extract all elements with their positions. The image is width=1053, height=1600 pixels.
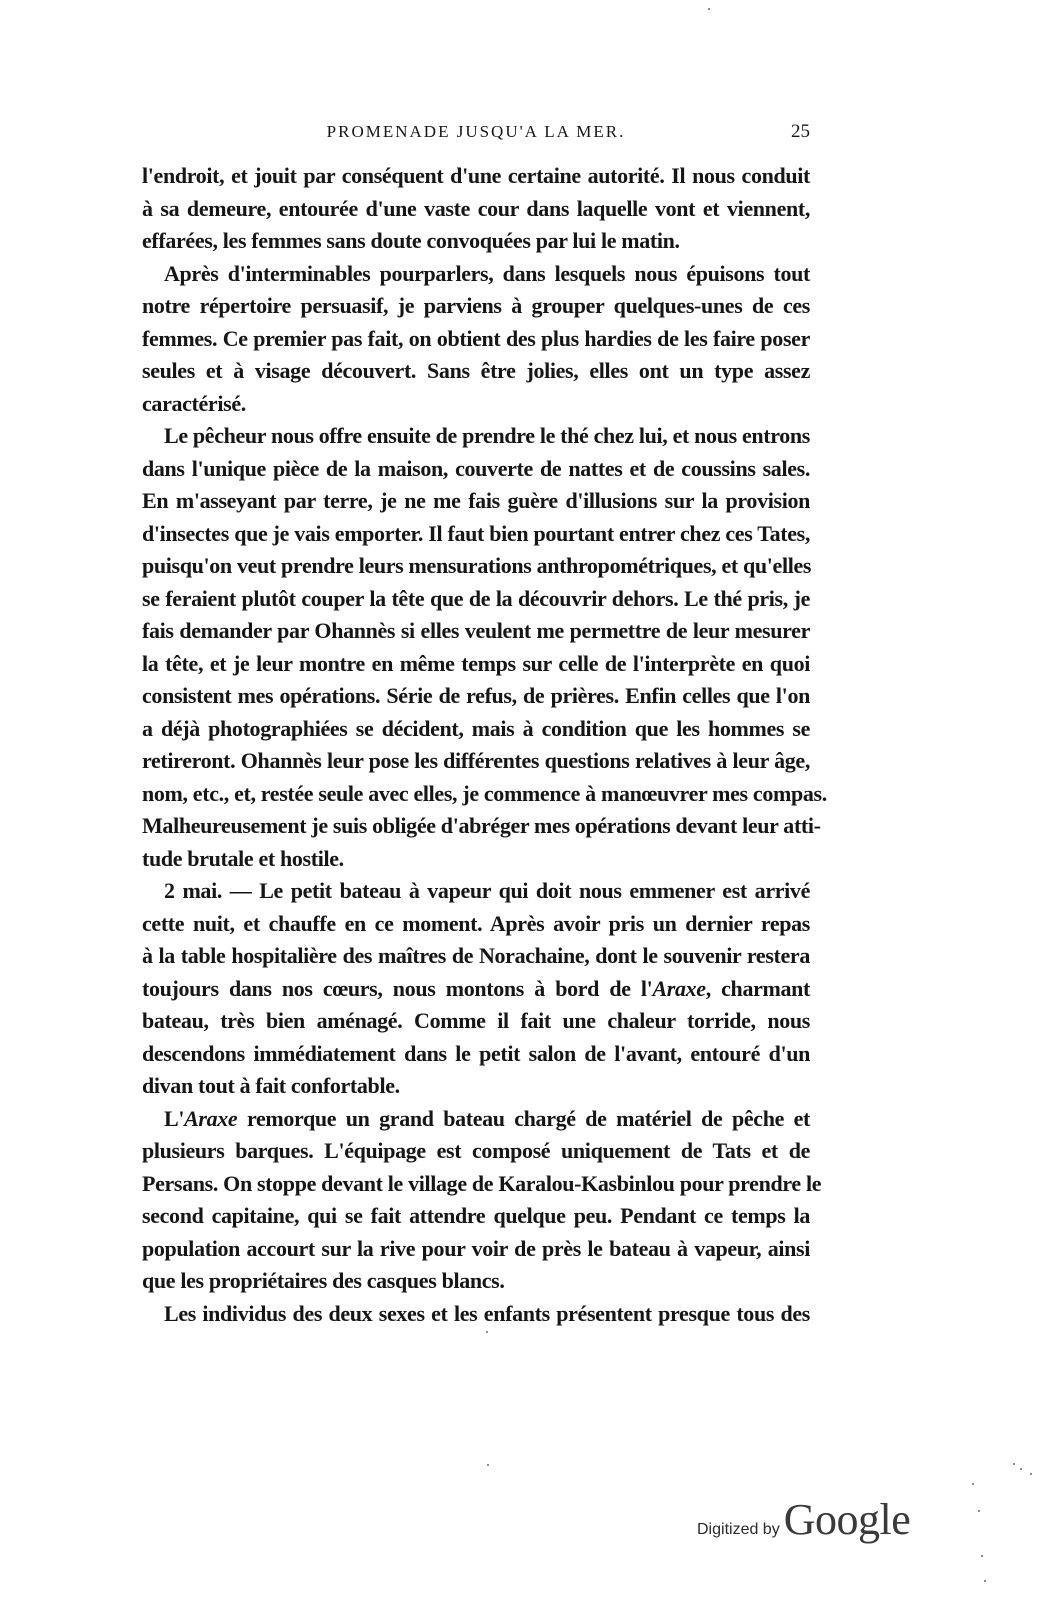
ship-name: Araxe: [184, 1105, 238, 1131]
text-line: bateau, très bien aménagé. Comme il fait une chaleur torride, nous: [142, 1008, 810, 1033]
scan-speck: [1013, 1463, 1015, 1465]
text-line: L'Araxe remorque un grand bateau chargé de matériel de pêche et: [164, 1105, 810, 1131]
text-line: notre répertoire persuasif, je parviens à grouper quelques-unes de ces: [142, 293, 810, 318]
text-line: nom, etc., et, restée seule avec elles, je commence à manœuvrer mes compas.: [142, 780, 827, 806]
text-line: toujours dans nos cœurs, nous montons à bord de l'Araxe, charmant: [142, 975, 810, 1001]
text-line: divan tout à fait confortable.: [142, 1073, 400, 1098]
scan-speck: [972, 1483, 974, 1485]
running-title: PROMENADE JUSQU'A LA MER.: [326, 122, 626, 141]
text-line: plusieurs barques. L'équipage est composé uniquement de Tats et de: [142, 1138, 810, 1163]
text-line: Les individus des deux sexes et les enfants présentent presque tous des: [164, 1300, 810, 1326]
text-line: second capitaine, qui se fait attendre quelque peu. Pendant ce temps la: [142, 1203, 810, 1228]
scan-speck: [487, 1464, 489, 1466]
text-line: descendons immédiatement dans le petit salon de l'avant, entouré d'un: [142, 1040, 810, 1066]
scan-speck: [1030, 1473, 1032, 1475]
scan-speck: [708, 8, 710, 10]
text-line: En m'asseyant par terre, je ne me fais guère d'illusions sur la provision: [142, 488, 810, 513]
scan-speck: [981, 1555, 983, 1557]
text-line: dans l'unique pièce de la maison, couverte de nattes et de coussins sales.: [142, 455, 810, 481]
text-line: caractérisé.: [142, 390, 246, 416]
body-text: [142, 160, 827, 1330]
text-line: que les propriétaires des casques blancs.: [142, 1268, 505, 1293]
text-line: Le pêcheur nous offre ensuite de prendre le thé chez lui, et nous entrons: [164, 423, 810, 448]
text-line: seules et à visage découvert. Sans être jolies, elles ont un type assez: [142, 358, 810, 383]
text-line: retireront. Ohannès leur pose les différentes questions relatives à leur âge,: [142, 748, 810, 773]
text-line: l'endroit, et jouit par conséquent d'une certaine autorité. Il nous conduit: [142, 163, 810, 188]
text-line: consistent mes opérations. Série de refus, de prières. Enfin celles que l'on: [142, 683, 810, 708]
scan-speck: [1020, 1468, 1022, 1470]
text-line: Malheureusement je suis obligée d'abréger mes opérations devant leur atti-: [142, 813, 821, 838]
scan-speck: [978, 1510, 980, 1512]
page-number: 25: [791, 121, 810, 142]
text-line: a déjà photographiées se décident, mais à condition que les hommes se: [142, 715, 810, 741]
text-line: Après d'interminables pourparlers, dans lesquels nous épuisons tout: [164, 260, 810, 286]
ship-name: Araxe: [652, 975, 706, 1001]
text-line: population accourt sur la rive pour voir de près le bateau à vapeur, ainsi: [142, 1235, 810, 1261]
text-line: femmes. Ce premier pas fait, on obtient des plus hardies de les faire poser: [142, 325, 810, 351]
text-line: tude brutale et hostile.: [142, 845, 344, 871]
paragraph: [142, 875, 810, 1103]
digitized-by-watermark: [697, 1494, 910, 1554]
text-line: à sa demeure, entourée d'une vaste cour dans laquelle vont et viennent,: [142, 195, 810, 221]
scan-speck: [486, 1331, 488, 1333]
paragraph: [142, 258, 810, 421]
text-line: cette nuit, et chauffe en ce moment. Après avoir pris un dernier repas: [142, 910, 810, 936]
text-line: se feraient plutôt couper la tête que de la découvrir dehors. Le thé pris, je: [142, 585, 810, 611]
text-line: la tête, et je leur montre en même temps sur celle de l'interprète en quoi: [142, 650, 810, 676]
paragraph: [142, 1103, 822, 1298]
paragraph: [142, 1298, 810, 1331]
text-line: d'insectes que je vais emporter. Il faut bien pourtant entrer chez ces Tates,: [142, 520, 810, 546]
text-line: effarées, les femmes sans doute convoquées par lui le matin.: [142, 228, 680, 253]
google-logo: Google: [783, 1495, 911, 1544]
text-line: fais demander par Ohannès si elles veulent me permettre de leur mesurer: [142, 618, 810, 643]
text-line: à la table hospitalière des maîtres de Norachaine, dont le souvenir restera: [142, 943, 810, 968]
text-line: Persans. On stoppe devant le village de Karalou-Kasbinlou pour prendre le: [142, 1170, 822, 1196]
paragraph: [142, 160, 810, 258]
watermark-prefix: Digitized by: [697, 1521, 780, 1538]
text-line: puisqu'on veut prendre leurs mensurations anthropométriques, et qu'elles: [142, 553, 812, 578]
running-head: [142, 118, 810, 146]
scan-speck: [984, 1580, 986, 1582]
paragraph: [142, 420, 827, 875]
text-line: 2 mai. — Le petit bateau à vapeur qui doit nous emmener est arrivé: [164, 878, 810, 903]
